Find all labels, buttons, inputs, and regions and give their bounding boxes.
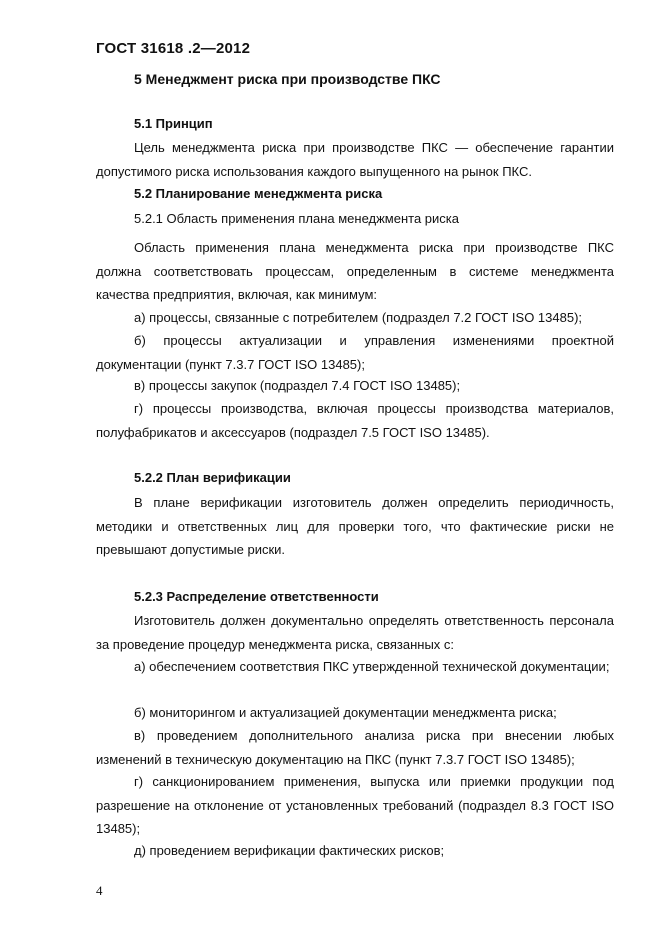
list-item-g: г) процессы производства, включая процессы производства материалов, полуфабрикатов и аксессуаров (подраздел 7.5 ГОСТ ISO 13485). [96, 401, 614, 440]
section-title: 5 Менеджмент риска при производстве ПКС [134, 71, 441, 87]
heading-5-2-3: 5.2.3 Распределение ответственности [134, 589, 379, 604]
heading-5-1: 5.1 Принцип [134, 116, 213, 131]
list-item-v: в) проведением дополнительного анализа риска при внесении любых изменений в техническую документацию на ПКС (пункт 7.3.7 ГОСТ ISO 13485); [96, 728, 614, 767]
paragraph-5-2-2: В плане верификации изготовитель должен определить периодичность, методики и ответственных лиц для проверки того, что фактические риски не превышают допустимые риски. [96, 495, 614, 557]
list-item-g: г) санкционированием применения, выпуска или приемки продукции под разрешение на отклонение от установленных требований (подраздел 8.3 ГОСТ ISO 13485); [96, 774, 614, 836]
heading-5-2: 5.2 Планирование менеджмента риска [134, 186, 383, 201]
document-code: ГОСТ 31618 .2—2012 [96, 40, 251, 57]
list-item-a: а) обеспечением соответствия ПКС утвержденной технической документации; [134, 659, 610, 674]
list-item-b: б) мониторингом и актуализацией документации менеджмента риска; [134, 705, 557, 720]
heading-5-2-2: 5.2.2 План верификации [134, 470, 291, 485]
heading-5-2-1: 5.2.1 Область применения плана менеджмента риска [134, 211, 459, 226]
list-item-a: а) процессы, связанные с потребителем (подраздел 7.2 ГОСТ ISO 13485); [134, 310, 583, 325]
paragraph-5-2-3: Изготовитель должен документально определять ответственность персонала за проведение процедур менеджмента риска, связанных с: [96, 613, 614, 652]
list-item-b: б) процессы актуализации и управления изменениями проектной документации (пункт 7.3.7 ГОСТ ISO 13485); [96, 333, 614, 372]
page-number: 4 [96, 883, 103, 898]
list-item-v: в) процессы закупок (подраздел 7.4 ГОСТ ISO 13485); [134, 378, 461, 393]
paragraph-5-2-1: Область применения плана менеджмента риска при производстве ПКС должна соответствовать процессам, определенным в системе менеджмента качества предприятия, включая, как минимум: [96, 240, 614, 302]
paragraph-5-1: Цель менеджмента риска при производстве ПКС — обеспечение гарантии допустимого риска использования каждого выпущенного на рынок ПКС. [96, 140, 614, 179]
list-item-d: д) проведением верификации фактических рисков; [134, 843, 445, 858]
